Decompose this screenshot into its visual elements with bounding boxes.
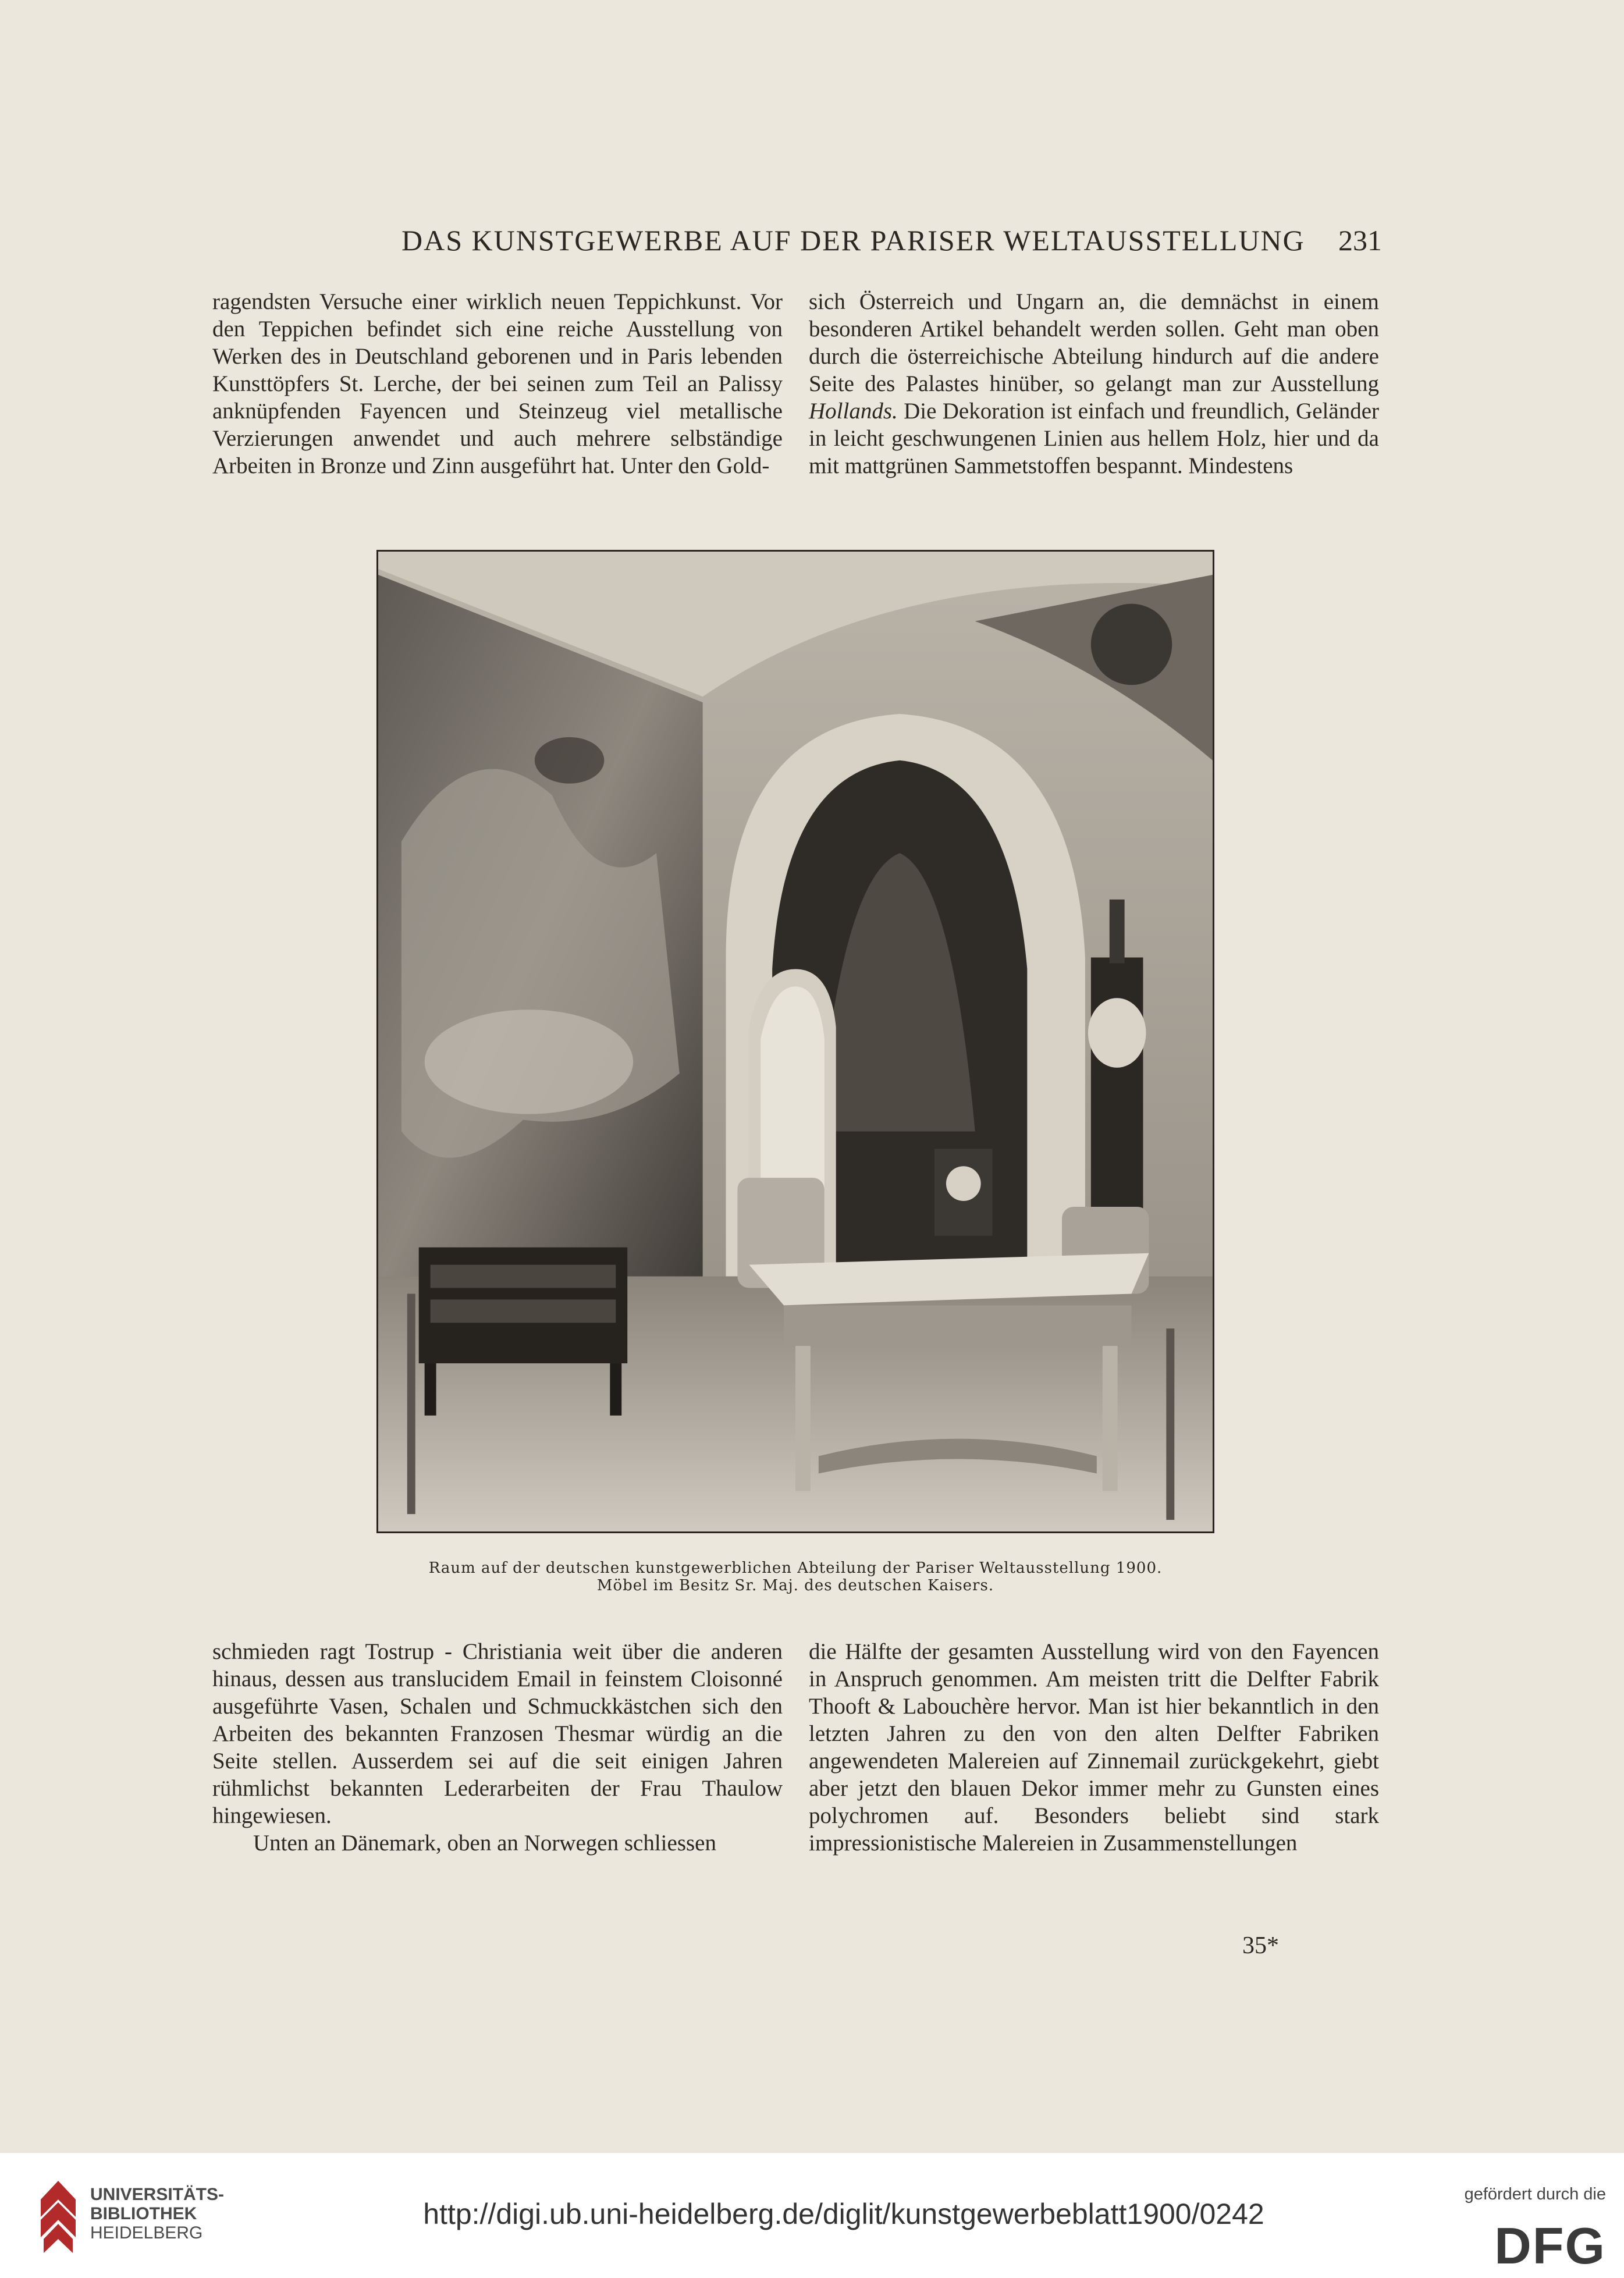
emphasis-hollands: Hollands. <box>809 399 898 424</box>
dfg-logo: DFG <box>1494 2217 1606 2275</box>
paragraph: Unten an Dänemark, oben an Norwegen schliessen <box>253 1831 716 1856</box>
permalink-url[interactable]: http://digi.ub.uni-heidelberg.de/diglit/kunstgewerbeblatt1900/0242 <box>423 2198 1264 2230</box>
paragraph: schmieden ragt Tostrup - Christiania weit über die anderen hinaus, dessen aus translucidem Email in feinstem Cloisonné ausgeführte Vasen, Schalen und Schmuckkästchen sich den Arbeiten des bekannten Franzosen Thesmar würdig an die Seite stellen. Ausserdem sei auf die seit einigen Jahren rühmlichst bekannten Lederarbeiten der Frau Thaulow hingewiesen. <box>212 1639 783 1828</box>
funding-note: gefördert durch die <box>1464 2185 1606 2204</box>
paragraph: ragendsten Versuche einer wirklich neuen Teppichkunst. Vor den Teppichen befindet sich eine reiche Ausstellung von Werken des in Deutschland geborenen und in Paris lebenden Kunsttöpfers St. Lerche, der bei seinen zum Teil an Palissy anknüpfenden Fayencen und Steinzeug viel metallische Verzierungen anwendet und auch mehrere selbständige Arbeiten in Bronze und Zinn ausgeführt hat. Unter den Gold- <box>212 289 783 478</box>
library-line: BIBLIOTHEK <box>90 2204 197 2223</box>
text-run: sich Österreich und Ungarn an, die demnächst in einem besonderen Artikel behandelt werden sollen. Geht man oben durch die österreichische Abteilung hindurch auf die andere Seite des Palastes hinüber, so gelangt man zur Ausstellung <box>809 289 1379 396</box>
paragraph: die Hälfte der gesamten Ausstellung wird von den Fayencen in Anspruch genommen. Am meisten tritt die Delfter Fabrik Thooft & Labouchère hervor. Man ist hier bekanntlich in den letzten Jahren zu den von den alten Delfter Fabriken angewendeten Malereien auf Zinnemail zurückgekehrt, giebt aber jetzt den blauen Dekor immer mehr zu Gunsten eines polychromen auf. Besonders beliebt sind stark impressionistische Malereien in Zusammenstellungen <box>809 1639 1379 1856</box>
photograph-plate <box>376 550 1214 1533</box>
caption-line: Möbel im Besitz Sr. Maj. des deutschen Kaisers. <box>596 1577 994 1594</box>
text-column-bottom-left <box>212 1638 783 1857</box>
university-library-logo-icon <box>35 2176 81 2258</box>
figure-caption <box>376 1559 1214 1594</box>
exhibition-room-photograph <box>378 552 1213 1531</box>
library-line: HEIDELBERG <box>90 2223 203 2243</box>
page-number: 231 <box>1338 224 1382 257</box>
running-head: DAS KUNSTGEWERBE AUF DER PARISER WELTAUSSTELLUNG <box>401 224 1305 257</box>
caption-line: Raum auf der deutschen kunstgewerblichen Abteilung der Pariser Weltausstellung 1900. <box>428 1559 1163 1577</box>
library-line: UNIVERSITÄTS- <box>90 2185 225 2204</box>
text-column-bottom-right <box>809 1638 1379 1857</box>
text-run: Die Dekoration ist einfach und freundlich, Geländer in leicht geschwungenen Linien aus hellem Holz, hier und da mit mattgrünen Sammetstoffen bespannt. Mindestens <box>809 399 1379 478</box>
signature-mark: 35* <box>1242 1932 1279 1959</box>
text-column-top-right <box>809 288 1379 479</box>
text-column-top-left <box>212 288 783 479</box>
university-library-name <box>90 2185 276 2243</box>
paragraph <box>809 288 1379 479</box>
